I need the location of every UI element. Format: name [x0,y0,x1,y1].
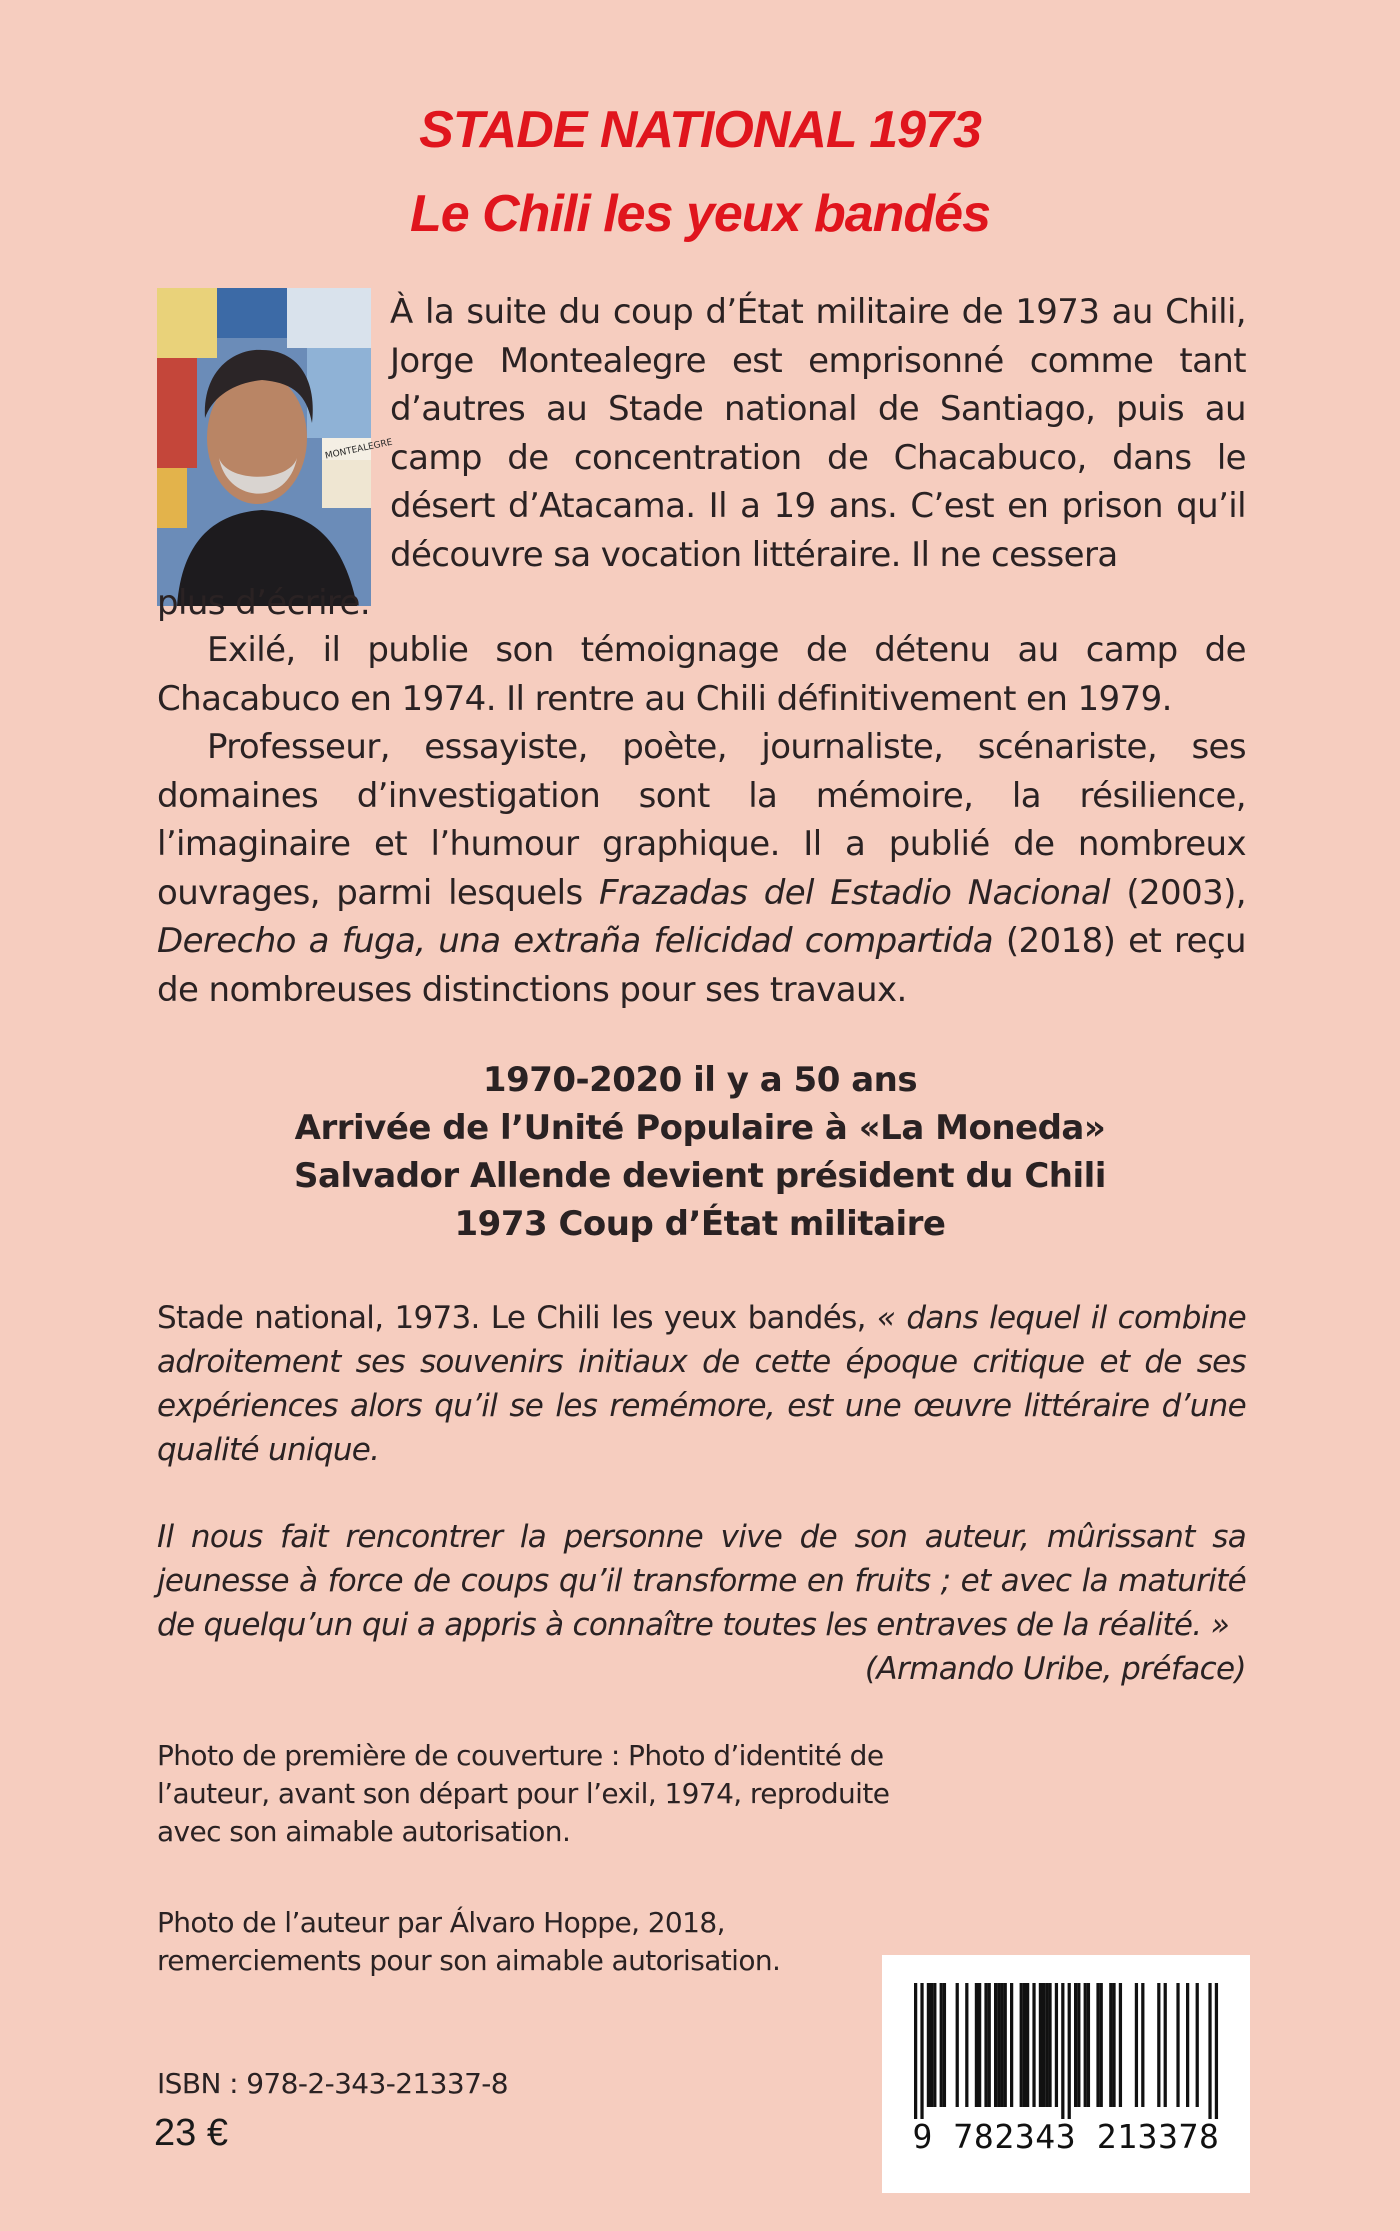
author-portrait-icon [157,288,394,606]
barcode-bar [988,1983,991,2107]
barcode-bar [930,1983,933,2107]
bio-paragraph-3 [157,723,1246,1014]
barcode-bars [914,1983,1218,2119]
barcode-bar [1048,1983,1051,2107]
barcode-bar [1141,1983,1144,2107]
barcode-bar [1042,1983,1045,2107]
barcode-bar [975,1983,978,2107]
isbn: ISBN : 978-2-343-21337-8 [157,2067,509,2100]
quote-intro: Stade national, 1973. Le Chili les yeux bandés, [157,1300,877,1336]
barcode-bar [1068,1983,1071,2119]
barcode-bar [1096,1983,1099,2107]
barcode-bar [1084,1983,1087,2107]
barcode [882,1955,1250,2193]
svg-text:MONTEALEGRE: MONTEALEGRE [324,437,394,462]
book-title-frazadas: Frazadas del Estadio Nacional [598,872,1110,913]
bio-paragraph-1-end: plus d’écrire. [157,583,371,623]
barcode-bar [1039,1983,1042,2107]
highlight-block [0,1056,1400,1248]
bio-p3-text-c: (2018) et reçu de nombreuses distinctions pour ses travaux. [157,921,1246,1010]
barcode-bar [1000,1983,1003,2107]
barcode-bar [997,1983,1000,2107]
barcode-bar [920,1983,923,2119]
book-subtitle: Le Chili les yeux bandés [410,185,990,243]
barcode-bar [1119,1983,1122,2107]
barcode-bar [1045,1983,1048,2107]
bio-p3-text-b: (2003), [1109,872,1247,913]
barcode-bar [1215,1983,1218,2119]
barcode-bar [1100,1983,1103,2107]
barcode-bar [1055,1983,1058,2107]
barcode-bar [984,1983,987,2107]
price: 23 € [154,2112,228,2154]
barcode-bar [1061,1983,1064,2119]
barcode-bar [1004,1983,1007,2107]
barcode-bar [1020,1983,1023,2107]
highlight-line-4: 1973 Coup d’État militaire [454,1204,946,1244]
barcode-bar [927,1983,930,2107]
barcode-bar [1074,1983,1077,2107]
highlight-line-3: Salvador Allende devient président du Chili [294,1156,1106,1196]
barcode-bar [1135,1983,1138,2107]
barcode-bar [1087,1983,1090,2107]
book-title-derecho: Derecho a fuga, una extraña felicidad compartida [157,921,994,961]
barcode-bar [1109,1983,1112,2107]
barcode-bar [1196,1983,1199,2107]
author-photo [157,288,394,606]
barcode-bar [1026,1983,1029,2107]
barcode-bar [1010,1983,1013,2107]
barcode-bar [1186,1983,1189,2107]
book-title: STADE NATIONAL 1973 [419,101,981,159]
quote-paragraph-1 [157,1296,1246,1472]
barcode-bar [1176,1983,1179,2107]
bio-paragraph-2: Exilé, il publie son témoignage de détenu au camp de Chacabuco en 1974. Il rentre au Chili définitivement en 1979. [157,630,1246,719]
highlight-line-1: 1970-2020 il y a 50 ans [482,1060,918,1100]
barcode-bar [940,1983,943,2107]
barcode-bar [1032,1983,1035,2107]
quote-attribution: (Armando Uribe, préface) [864,1651,1246,1687]
barcode-bar [965,1983,968,2107]
barcode-bar [978,1983,981,2107]
quote-paragraph-2: Il nous fait rencontrer la personne vive de son auteur, mûrissant sa jeunesse à force de coups qu’il transforme en fruits ; et avec la maturité de quelqu’un qui a appris à connaître toutes les entraves de la réalité. » [157,1519,1246,1643]
bio-p3-text-a: Professeur, essayiste, poète, journaliste, scénariste, ses domaines d’investigation sont la mémoire, la résilience, l’imaginaire et l’humour graphique. Il a publié de nombreux ouvrages, parmi lesquels [157,727,1246,913]
bio-paragraph-1: À la suite du coup d’État militaire de 1973 au Chili, Jorge Montealegre est emprisonné comme tant d’autres au Stade national de Santiago, puis au camp de concentration de Chacabuco, dans le désert d’Atacama. Il a 19 ans. C’est en prison qu’il découvre sa vocation littéraire. Il ne cessera [390,292,1246,575]
barcode-bar [914,1983,917,2119]
quote-text-1: « dans lequel il combine adroitement ses souvenirs initiaux de cette époque critique et de ses expériences alors qu’il se les remémore, est une œuvre littéraire d’une qualité unique. [157,1300,1246,1468]
barcode-bar [994,1983,997,2107]
barcode-bar [1208,1983,1211,2119]
author-photo-credit: Photo de l’auteur par Álvaro Hoppe, 2018, remerciements pour son aimable autorisation. [157,1906,781,1977]
barcode-bar [1112,1983,1115,2107]
barcode-bar [933,1983,936,2107]
barcode-bar [943,1983,946,2107]
cover-photo-credit: Photo de première de couverture : Photo d’identité de l’auteur, avant son départ pour l’exil, 1974, reproduite avec son aimable autorisation. [157,1739,890,1848]
barcode-bar [1077,1983,1080,2107]
highlight-line-2: Arrivée de l’Unité Populaire à «La Moneda» [294,1108,1106,1148]
barcode-bar [1164,1983,1167,2107]
barcode-bar [956,1983,959,2107]
barcode-number: 9 782343 213378 [912,2117,1220,2156]
barcode-bar [1157,1983,1160,2107]
barcode-bar [1023,1983,1026,2107]
